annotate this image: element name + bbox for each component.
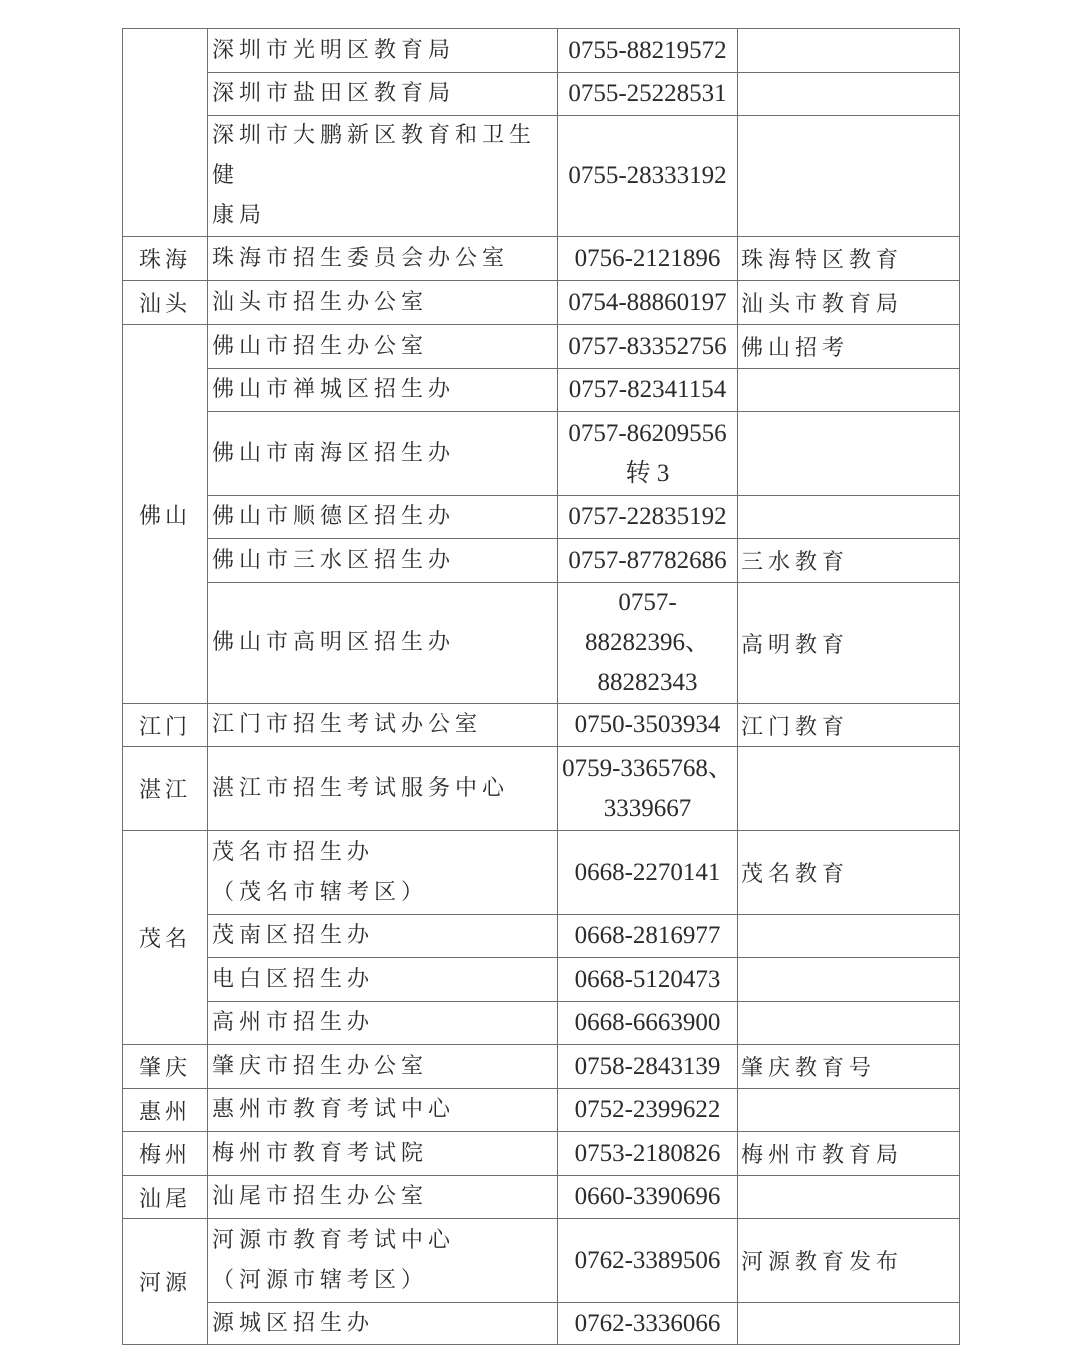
official-account-cell: 江门教育 [738,704,960,747]
table-row [123,915,960,958]
phone-cell [558,539,738,583]
phone-number: 88282343 [597,669,698,696]
organization-cell [208,1089,558,1132]
table-row [123,412,960,496]
organization-name: 汕尾市招生办公室 [212,1184,429,1209]
phone-number: 0668-2816977 [574,922,721,949]
official-account-cell [738,496,960,539]
phone-cell [558,1045,738,1089]
organization-cell [208,369,558,412]
organization-cell [208,1303,558,1345]
organization-name: （茂名市辖考区） [212,879,429,905]
city-cell: 梅州 [123,1132,208,1176]
organization-name: 深圳市光明区教育局 [212,37,456,63]
organization-name: 佛山市招生办公室 [212,333,429,359]
phone-number: 0757-86209556 [568,419,727,447]
phone-cell [558,29,738,73]
enrollment-contacts-table [122,28,960,1345]
city-cell: 惠州 [123,1089,208,1132]
organization-cell [208,116,558,237]
phone-cell [558,1176,738,1219]
phone-cell [558,496,738,539]
city-cell: 珠海 [123,237,208,281]
table-row [123,1045,960,1089]
phone-number: 3339667 [603,794,692,822]
official-account-cell [738,747,960,831]
city-cell: 江门 [123,704,208,747]
phone-number: 0757-82341154 [568,376,727,403]
official-account-cell: 佛山招考 [738,325,960,369]
city-cell: 茂名 [123,831,208,1045]
organization-name: 佛山市禅城区招生办 [212,377,456,402]
official-account-cell: 梅州市教育局 [738,1132,960,1176]
phone-cell [558,1132,738,1176]
official-account-cell: 汕头市教育局 [738,281,960,325]
table-row [123,73,960,116]
table-row [123,1002,960,1045]
phone-cell [558,747,738,831]
phone-cell [558,412,738,496]
official-account-cell: 河源教育发布 [738,1219,960,1303]
official-account-cell [738,958,960,1002]
phone-number: 0753-2180826 [574,1139,721,1167]
phone-cell [558,583,738,704]
organization-name: 高州市招生办 [212,1010,375,1035]
organization-name: 康局 [212,203,267,228]
phone-cell [558,325,738,369]
phone-number: 0762-3389506 [574,1246,721,1274]
official-account-cell [738,1089,960,1132]
organization-name: 佛山市高明区招生办 [212,630,456,655]
phone-number: 0668-6663900 [574,1009,721,1036]
organization-cell [208,1002,558,1045]
organization-name: 梅州市教育考试院 [212,1140,429,1166]
table-row [123,1132,960,1176]
table-body [123,29,960,1345]
phone-cell [558,1219,738,1303]
organization-name: 源城区招生办 [212,1310,375,1336]
organization-name: 肇庆市招生办公室 [212,1053,429,1079]
organization-cell [208,496,558,539]
organization-name: （河源市辖考区） [212,1267,429,1293]
city-cell: 汕头 [123,281,208,325]
organization-cell [208,747,558,831]
phone-cell [558,831,738,915]
table-row [123,29,960,73]
organization-cell [208,237,558,281]
organization-name: 江门市招生考试办公室 [212,712,483,737]
phone-number: 转 3 [625,459,670,487]
official-account-cell [738,412,960,496]
organization-cell [208,29,558,73]
official-account-cell: 三水教育 [738,539,960,583]
table-row [123,539,960,583]
city-cell: 佛山 [123,325,208,704]
organization-cell [208,1176,558,1219]
official-account-cell [738,1176,960,1219]
table-row [123,1303,960,1345]
organization-cell [208,73,558,116]
organization-name: 茂名市招生办 [212,839,375,865]
phone-number: 0668-5120473 [574,965,721,993]
phone-number: 0755-28333192 [568,162,727,189]
official-account-cell [738,116,960,237]
phone-cell [558,704,738,747]
organization-name: 惠州市教育考试中心 [212,1097,456,1122]
organization-name: 电白区招生办 [212,966,375,992]
table-row [123,237,960,281]
organization-cell [208,583,558,704]
phone-number: 0757-83352756 [568,332,727,360]
phone-number: 0752-2399622 [574,1096,721,1123]
phone-cell [558,1089,738,1132]
phone-cell [558,369,738,412]
organization-name: 佛山市南海区招生办 [212,440,456,466]
official-account-cell [738,1002,960,1045]
phone-number: 0755-25228531 [568,80,727,107]
phone-number: 0750-3503934 [574,711,721,738]
organization-name: 深圳市大鹏新区教育和卫生健 [212,123,537,188]
organization-name: 河源市教育考试中心 [212,1227,456,1253]
organization-name: 茂南区招生办 [212,923,375,948]
phone-number: 0755-88219572 [568,36,727,64]
organization-cell [208,831,558,915]
organization-cell [208,281,558,325]
phone-cell [558,915,738,958]
table-row [123,1219,960,1303]
organization-name: 湛江市招生考试服务中心 [212,775,510,801]
organization-name: 汕头市招生办公室 [212,289,429,315]
phone-number: 0754-88860197 [568,288,727,316]
table-row [123,704,960,747]
phone-number: 0759-3365768、 [562,754,733,782]
organization-cell [208,915,558,958]
phone-number: 0758-2843139 [574,1052,721,1080]
phone-cell [558,116,738,237]
organization-name: 深圳市盐田区教育局 [212,81,456,106]
table-row [123,325,960,369]
organization-cell [208,325,558,369]
city-cell: 河源 [123,1219,208,1345]
table-row [123,1089,960,1132]
official-account-cell: 高明教育 [738,583,960,704]
official-account-cell [738,73,960,116]
official-account-cell [738,369,960,412]
official-account-cell [738,1303,960,1345]
table-row [123,281,960,325]
organization-cell [208,1132,558,1176]
city-cell: 肇庆 [123,1045,208,1089]
table-row [123,1176,960,1219]
city-cell [123,29,208,237]
table-row [123,116,960,237]
phone-number: 0762-3336066 [574,1309,721,1337]
phone-number: 0668-2270141 [574,858,721,886]
table-row [123,958,960,1002]
table-row [123,369,960,412]
phone-cell [558,73,738,116]
organization-cell [208,412,558,496]
table-row [123,831,960,915]
phone-number: 0660-3390696 [574,1183,721,1210]
phone-cell [558,237,738,281]
phone-cell [558,1303,738,1345]
organization-cell [208,1045,558,1089]
organization-name: 佛山市三水区招生办 [212,547,456,573]
phone-cell [558,958,738,1002]
phone-number: 0757-22835192 [568,503,727,530]
phone-cell [558,281,738,325]
official-account-cell: 肇庆教育号 [738,1045,960,1089]
table-row [123,747,960,831]
official-account-cell: 茂名教育 [738,831,960,915]
city-cell: 汕尾 [123,1176,208,1219]
table-row [123,496,960,539]
organization-name: 佛山市顺德区招生办 [212,504,456,529]
organization-cell [208,539,558,583]
table-row [123,583,960,704]
official-account-cell [738,915,960,958]
official-account-cell: 珠海特区教育 [738,237,960,281]
phone-cell [558,1002,738,1045]
organization-cell [208,1219,558,1303]
official-account-cell [738,29,960,73]
phone-number: 0756-2121896 [574,244,721,272]
city-cell: 湛江 [123,747,208,831]
organization-name: 珠海市招生委员会办公室 [212,245,510,271]
phone-number: 0757-88282396、 [584,589,710,656]
organization-cell [208,958,558,1002]
organization-cell [208,704,558,747]
phone-number: 0757-87782686 [568,546,727,574]
